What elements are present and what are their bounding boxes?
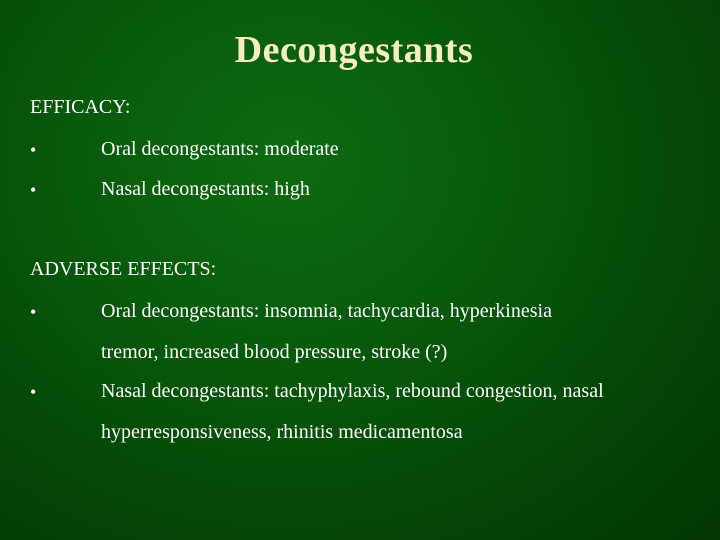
adverse-item-oral-line-2: tremor, increased blood pressure, stroke (?) — [101, 341, 448, 363]
efficacy-item-oral: Oral decongestants: moderate — [101, 138, 339, 160]
efficacy-bullet-2: • — [30, 180, 37, 200]
efficacy-item-nasal: Nasal decongestants: high — [101, 178, 310, 200]
slide-title: Decongestants — [234, 29, 474, 71]
adverse-effects-heading: ADVERSE EFFECTS: — [30, 258, 217, 280]
efficacy-heading: EFFICACY: — [30, 96, 131, 118]
adverse-item-nasal-line-1: Nasal decongestants: tachyphylaxis, rebound congestion, nasal — [101, 380, 604, 402]
adverse-bullet-1: • — [30, 302, 37, 322]
efficacy-bullet-1: • — [30, 140, 37, 160]
adverse-item-oral-line-1: Oral decongestants: insomnia, tachycardia, hyperkinesia — [101, 300, 552, 322]
adverse-item-nasal-line-2: hyperresponsiveness, rhinitis medicamentosa — [101, 421, 463, 443]
adverse-bullet-2: • — [30, 382, 37, 402]
